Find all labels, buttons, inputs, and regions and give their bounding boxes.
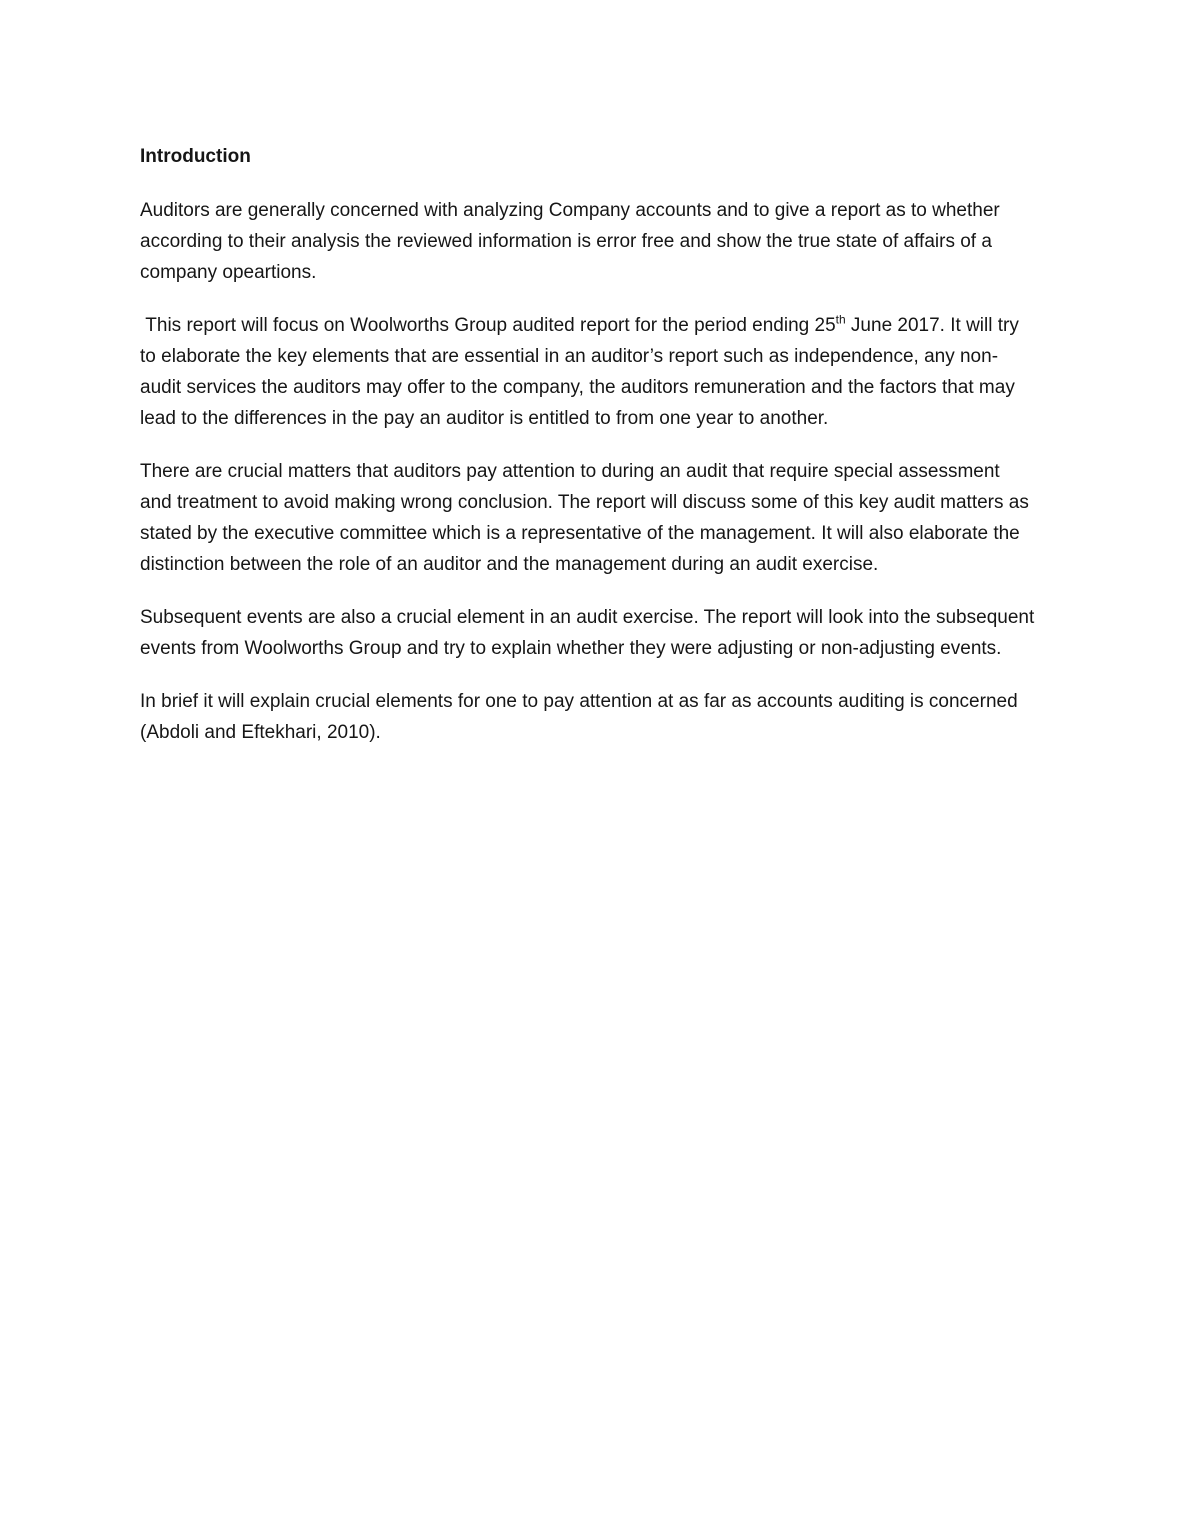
section-heading: Introduction (140, 146, 251, 167)
ordinal-superscript: th (835, 312, 846, 327)
paragraph-auditors-overview: Auditors are generally concerned with analyzing Company accounts and to give a report as to whether according to their analysis the reviewed information is error free and show the true state of affairs of a company opeartions. (140, 200, 1005, 283)
paragraph-text-before-superscript: This report will focus on Woolworths Group audited report for the period ending 25 (140, 315, 836, 336)
paragraph-text-after-superscript: June 2017. It will try to elaborate the key elements that are essential in an auditor’s report such as independence, any non-audit services the auditors may offer to the company, the auditors remuneration and the factors that may lead to the differences in the pay an auditor is entitled to from one year to another. (140, 315, 1025, 429)
paragraph-key-audit-matters: There are crucial matters that auditors pay attention to during an audit that require special assessment and treatment to avoid making wrong conclusion. The report will discuss some of this key audit matters as stated by the executive committee which is a representative of the management. It will also elaborate the distinction between the role of an auditor and the management during an audit exercise. (140, 461, 1035, 575)
paragraph-subsequent-events: Subsequent events are also a crucial element in an audit exercise. The report will look into the subsequent events from Woolworths Group and try to explain whether they were adjusting or non-adjusting events. (140, 607, 1040, 659)
paragraph-report-focus (140, 310, 1035, 434)
paragraph-conclusion-citation: In brief it will explain crucial elements for one to pay attention at as far as accounts auditing is concerned (Abdoli and Eftekhari, 2010). (140, 691, 1023, 743)
